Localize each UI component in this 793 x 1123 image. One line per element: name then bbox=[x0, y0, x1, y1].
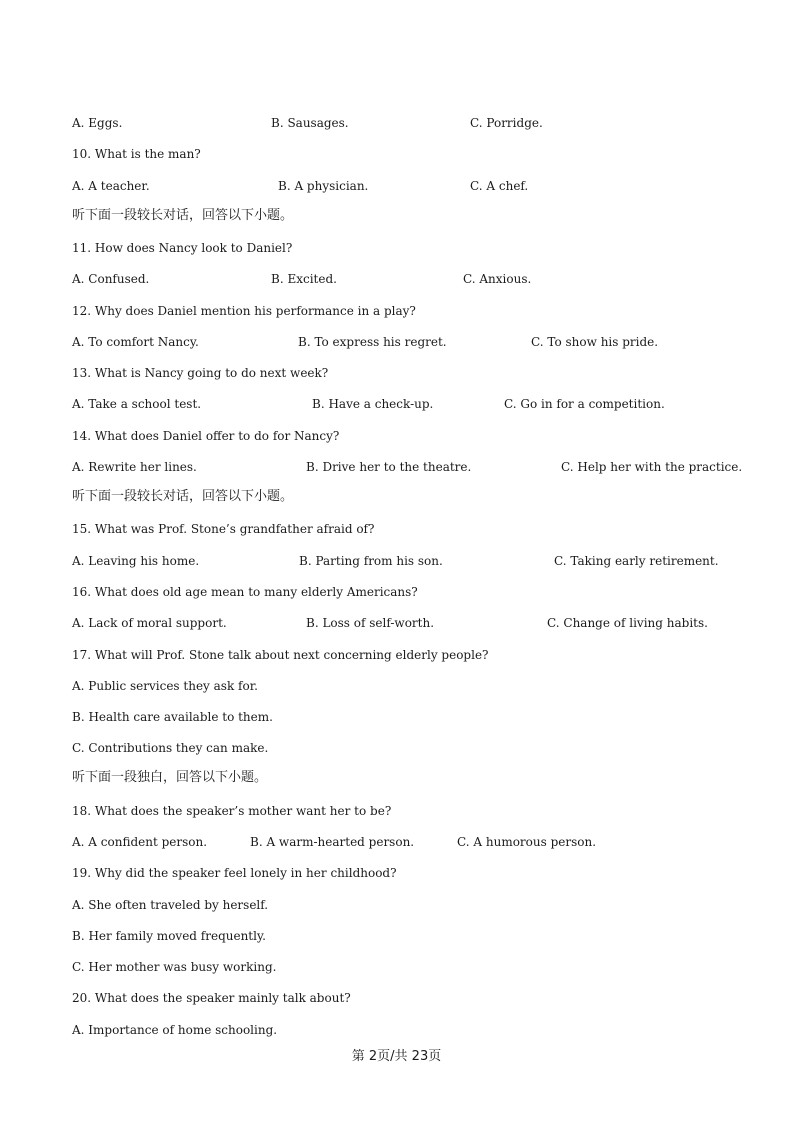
q12-option-c: C. To show his pride. bbox=[531, 335, 659, 349]
q15-option-a: A. Leaving his home. bbox=[72, 554, 200, 568]
q17-option-b: B. Health care available to them. bbox=[72, 710, 273, 724]
q20-question: 20. What does the speaker mainly talk about? bbox=[72, 991, 351, 1005]
q17-option-a: A. Public services they ask for. bbox=[72, 679, 258, 693]
q15-option-c: C. Taking early retirement. bbox=[554, 554, 719, 568]
q20-option-a: A. Importance of home schooling. bbox=[72, 1023, 278, 1037]
q18-option-c: C. A humorous person. bbox=[457, 835, 597, 849]
q19-option-c: C. Her mother was busy working. bbox=[72, 960, 277, 974]
q18-option-b: B. A warm-hearted person. bbox=[250, 835, 415, 849]
q15-question: 15. What was Prof. Stone’s grandfather afraid of? bbox=[72, 522, 375, 536]
q11-option-b: B. Excited. bbox=[271, 272, 337, 286]
q11-option-a: A. Confused. bbox=[72, 272, 150, 286]
q13-option-a: A. Take a school test. bbox=[72, 397, 202, 411]
section-heading-monologue: 听下面一段独白，回答以下小题。 bbox=[72, 770, 268, 785]
q14-question: 14. What does Daniel offer to do for Nancy? bbox=[72, 429, 340, 443]
q19-option-b: B. Her family moved frequently. bbox=[72, 929, 266, 943]
q9-option-c: C. Porridge. bbox=[470, 116, 543, 130]
page-footer: 第 2页/共 23页 bbox=[351, 1049, 442, 1064]
q18-option-a: A. A confident person. bbox=[72, 835, 208, 849]
q14-option-c: C. Help her with the practice. bbox=[561, 460, 743, 474]
q11-option-c: C. Anxious. bbox=[463, 272, 532, 286]
q13-question: 13. What is Nancy going to do next week? bbox=[72, 366, 329, 380]
section-heading-long-dialogue-2: 听下面一段较长对话，回答以下小题。 bbox=[72, 489, 294, 504]
q10-option-b: B. A physician. bbox=[278, 179, 369, 193]
q12-option-a: A. To comfort Nancy. bbox=[72, 335, 199, 349]
q19-question: 19. Why did the speaker feel lonely in her childhood? bbox=[72, 866, 397, 880]
q13-option-b: B. Have a check-up. bbox=[312, 397, 434, 411]
q17-question: 17. What will Prof. Stone talk about next concerning elderly people? bbox=[72, 648, 489, 662]
q10-option-a: A. A teacher. bbox=[72, 179, 150, 193]
q11-question: 11. How does Nancy look to Daniel? bbox=[72, 241, 293, 255]
q15-option-b: B. Parting from his son. bbox=[299, 554, 443, 568]
q16-option-b: B. Loss of self-worth. bbox=[306, 616, 435, 630]
q10-question: 10. What is the man? bbox=[72, 147, 201, 161]
q13-option-c: C. Go in for a competition. bbox=[504, 397, 665, 411]
q16-question: 16. What does old age mean to many elderly Americans? bbox=[72, 585, 418, 599]
q18-question: 18. What does the speaker’s mother want her to be? bbox=[72, 804, 392, 818]
q9-option-b: B. Sausages. bbox=[271, 116, 349, 130]
q16-option-c: C. Change of living habits. bbox=[547, 616, 708, 630]
section-heading-long-dialogue-1: 听下面一段较长对话，回答以下小题。 bbox=[72, 208, 294, 223]
q16-option-a: A. Lack of moral support. bbox=[72, 616, 227, 630]
q14-option-a: A. Rewrite her lines. bbox=[72, 460, 197, 474]
q12-question: 12. Why does Daniel mention his performance in a play? bbox=[72, 304, 416, 318]
q9-option-a: A. Eggs. bbox=[72, 116, 123, 130]
q10-option-c: C. A chef. bbox=[470, 179, 529, 193]
q14-option-b: B. Drive her to the theatre. bbox=[306, 460, 472, 474]
q12-option-b: B. To express his regret. bbox=[298, 335, 447, 349]
q17-option-c: C. Contributions they can make. bbox=[72, 741, 269, 755]
q19-option-a: A. She often traveled by herself. bbox=[72, 898, 269, 912]
